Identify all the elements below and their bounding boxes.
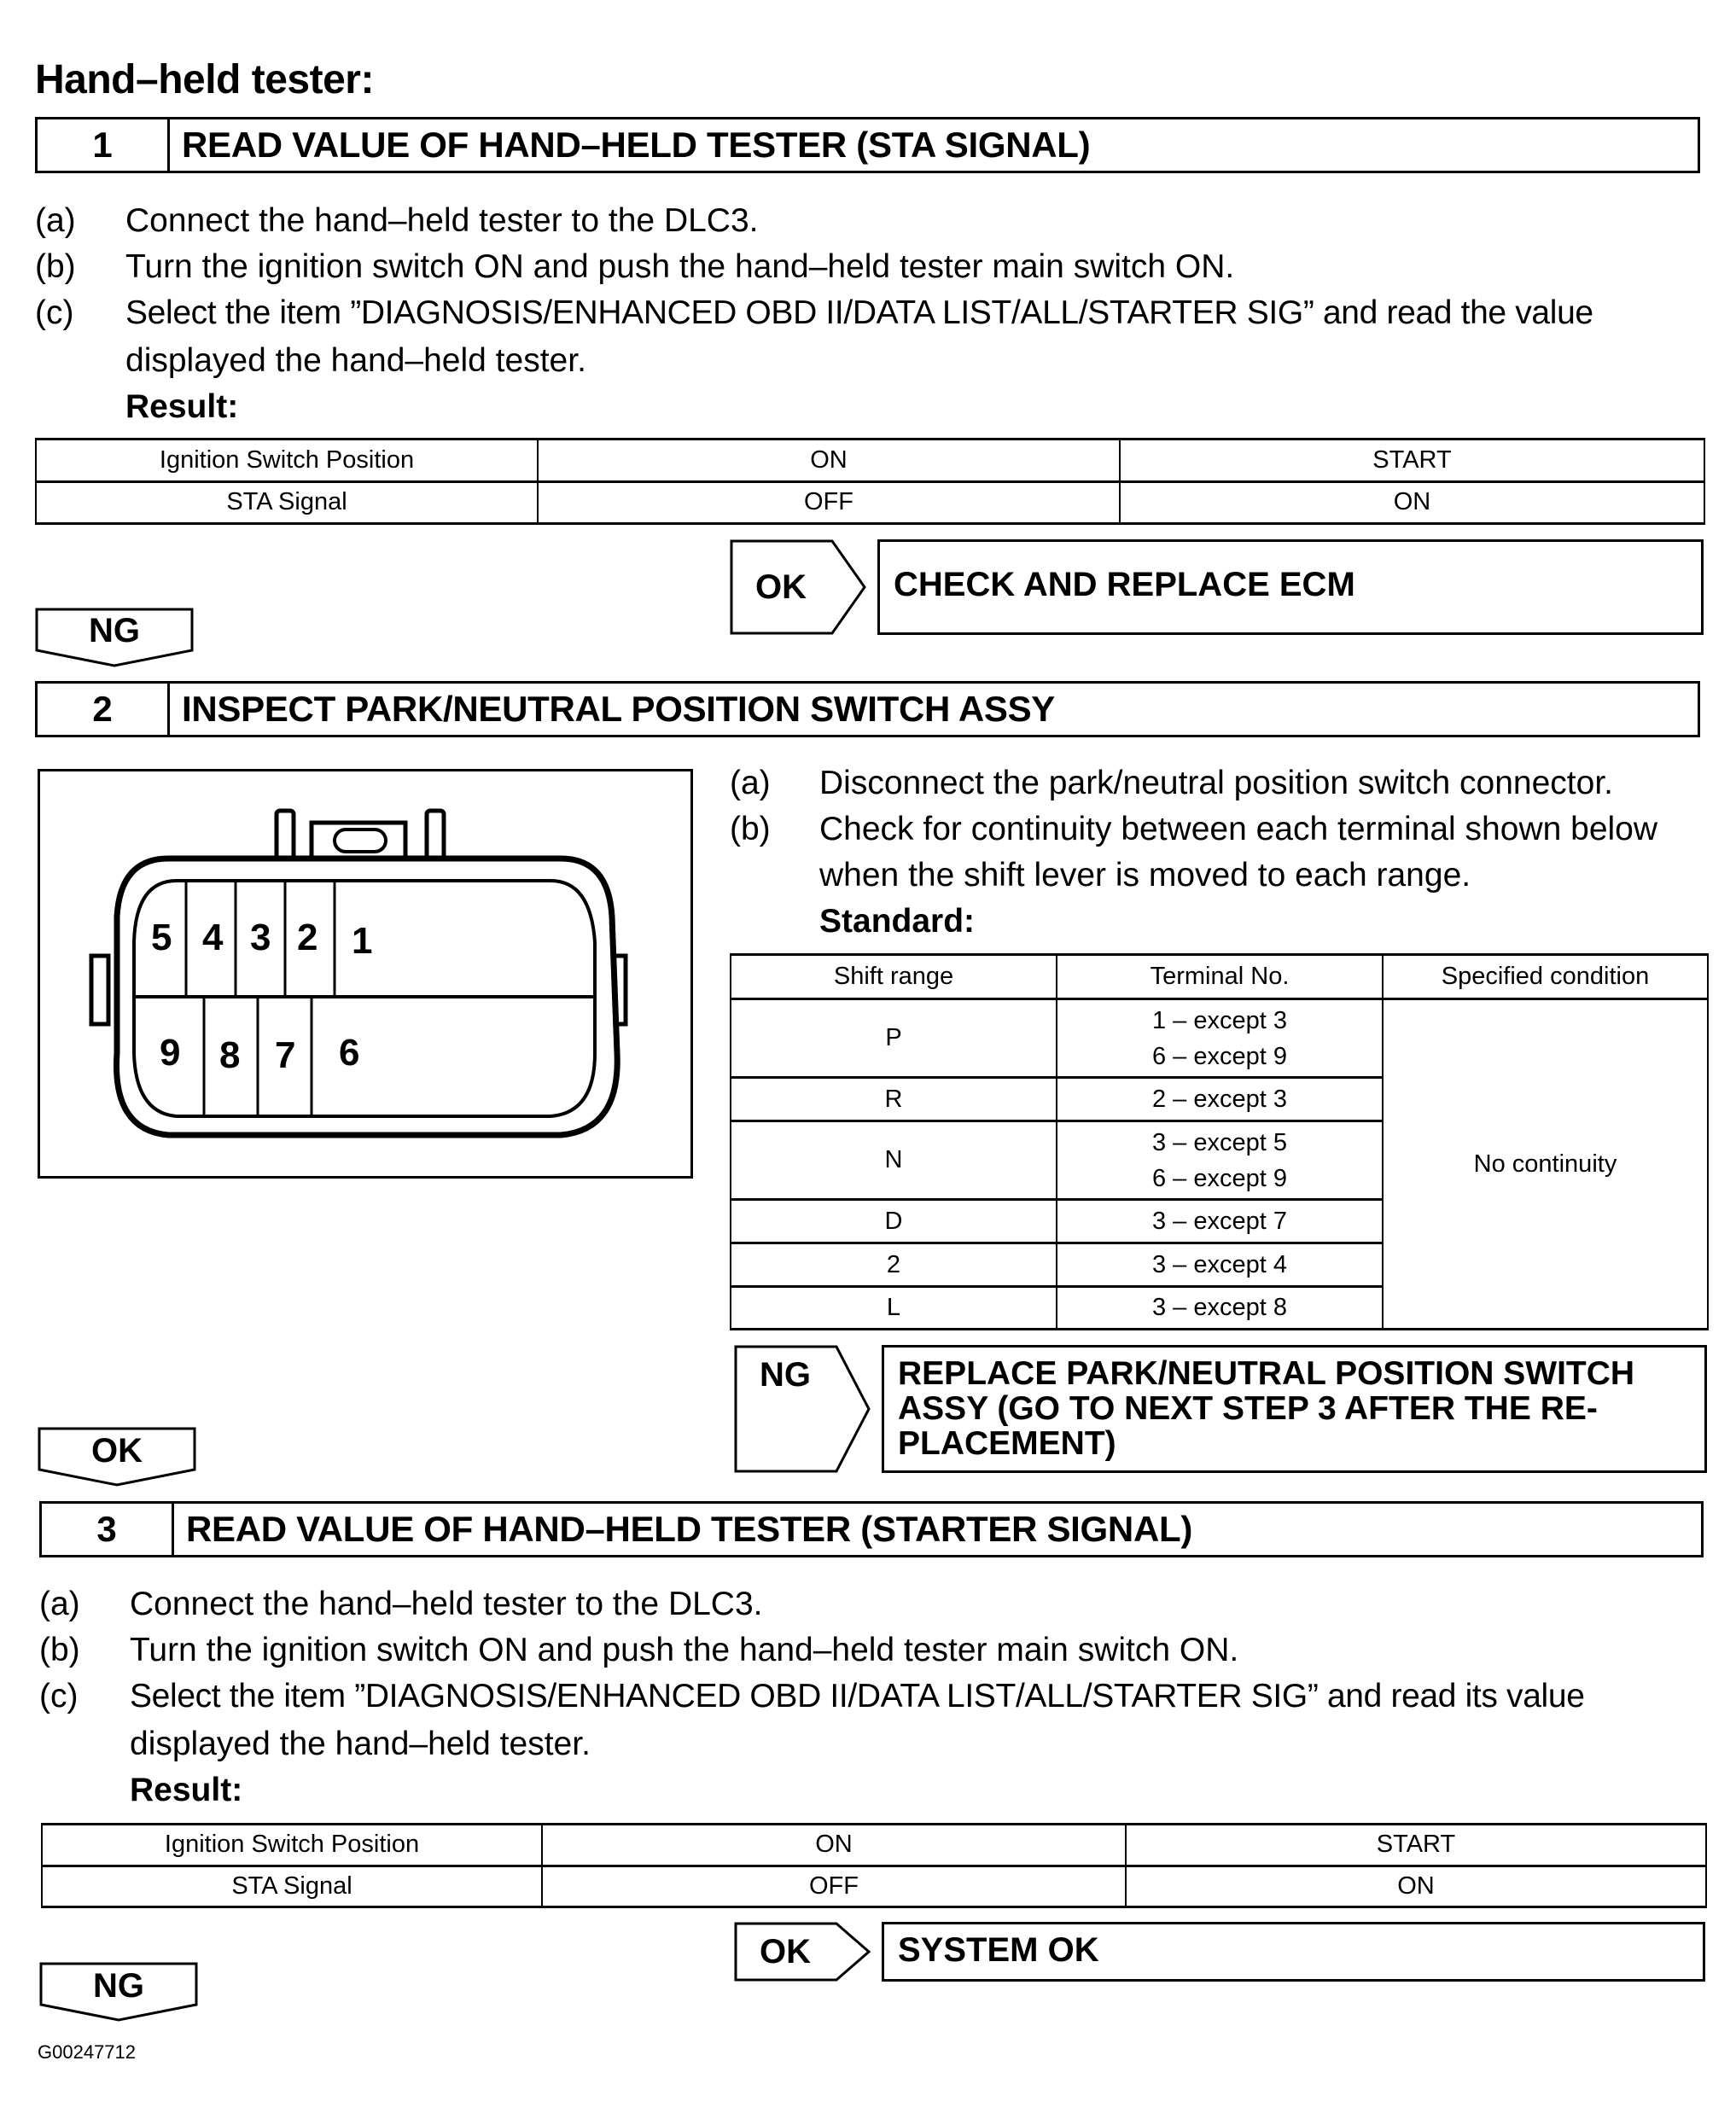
pin-label: 3 [250, 917, 271, 958]
table-row [42, 1866, 1706, 1907]
instruction-b [39, 1627, 1712, 1674]
ng-arrow-down [39, 1962, 198, 2022]
terminal-pair: 3 – except 5 [1152, 1128, 1287, 1156]
shift-range: R [731, 1078, 1057, 1121]
table-cell: ON [1120, 481, 1704, 524]
terminal-no: 3 – except 8 [1057, 1287, 1383, 1330]
pin-label: 6 [339, 1032, 360, 1074]
ng-action-box [882, 1345, 1707, 1473]
terminal-no: 2 – except 3 [1057, 1078, 1383, 1121]
instruction-a [39, 1581, 1712, 1627]
table-header: Specified condition [1383, 955, 1708, 999]
instruction-b-continuation: when the shift lever is moved to each range. [819, 857, 1471, 894]
table-cell: Ignition Switch Position [36, 440, 538, 482]
ok-arrow-down [38, 1427, 196, 1487]
pin-label: 5 [151, 917, 172, 958]
ng-action-line: ASSY (GO TO NEXT STEP 3 AFTER THE RE- [898, 1390, 1598, 1427]
step-number: 2 [38, 684, 170, 735]
step-title: INSPECT PARK/NEUTRAL POSITION SWITCH ASSY [182, 689, 1055, 729]
step-number: 3 [42, 1504, 174, 1555]
shift-range: N [731, 1121, 1057, 1200]
table-cell: START [1126, 1825, 1706, 1866]
instruction-label: (a) [730, 765, 771, 801]
shift-range: D [731, 1200, 1057, 1243]
terminal-pair: 1 – except 3 [1152, 1006, 1287, 1034]
connector-diagram [38, 769, 693, 1179]
instruction-c-continuation: displayed the hand–held tester. [130, 1726, 591, 1762]
table-cell: ON [542, 1825, 1126, 1866]
instruction-label: (a) [35, 202, 76, 239]
step-title: READ VALUE OF HAND–HELD TESTER (STA SIGNAL) [182, 125, 1091, 165]
ng-arrow-down [35, 608, 194, 667]
ok-label: OK [91, 1431, 143, 1470]
instruction-label: (b) [35, 248, 76, 285]
specified-condition: No continuity [1383, 999, 1708, 1330]
instruction-c [39, 1674, 1712, 1720]
instruction-text: Connect the hand–held tester to the DLC3. [125, 202, 759, 239]
instruction-c [35, 290, 1708, 336]
ng-action-line: PLACEMENT) [898, 1425, 1116, 1462]
step-title: READ VALUE OF HAND–HELD TESTER (STARTER SIGNAL) [186, 1509, 1193, 1549]
step-2-header [35, 681, 1700, 737]
result-table-3 [41, 1823, 1707, 1908]
table-cell: OFF [542, 1866, 1126, 1907]
pin-label: 9 [160, 1032, 181, 1074]
pin-label: 1 [352, 920, 373, 962]
page-title: Hand–held tester: [35, 57, 374, 102]
shift-range: 2 [731, 1243, 1057, 1287]
ng-label: NG [760, 1355, 811, 1394]
table-cell: Ignition Switch Position [42, 1825, 542, 1866]
standard-table [730, 953, 1709, 1330]
ok-label: OK [760, 1932, 811, 1971]
ok-arrow-right [734, 1922, 872, 1982]
instruction-label: (b) [730, 811, 771, 847]
instruction-text: Connect the hand–held tester to the DLC3. [130, 1586, 763, 1622]
step-number: 1 [38, 119, 170, 171]
shift-range: L [731, 1287, 1057, 1330]
table-header: Shift range [731, 955, 1057, 999]
ng-arrow-right [734, 1345, 872, 1473]
table-cell: ON [538, 440, 1120, 482]
pin-label: 7 [275, 1034, 296, 1076]
result-label: Result: [130, 1772, 243, 1808]
shift-range: P [731, 999, 1057, 1078]
instruction-label: (c) [35, 294, 74, 331]
instruction-text: Turn the ignition switch ON and push the hand–held tester main switch ON. [130, 1632, 1239, 1668]
instruction-text: Turn the ignition switch ON and push the hand–held tester main switch ON. [125, 248, 1235, 285]
ng-action-line: REPLACE PARK/NEUTRAL POSITION SWITCH [898, 1355, 1635, 1392]
ok-action-box: CHECK AND REPLACE ECM [877, 539, 1704, 635]
table-cell: OFF [538, 481, 1120, 524]
ok-label: OK [755, 568, 807, 606]
terminal-pair: 6 – except 9 [1152, 1164, 1287, 1192]
instruction-label: (b) [39, 1632, 80, 1668]
instruction-b [35, 244, 1708, 290]
table-cell: STA Signal [42, 1866, 542, 1907]
terminal-no [1057, 1121, 1383, 1200]
ng-label: NG [89, 611, 140, 649]
connector-pin-labels [40, 771, 690, 1176]
result-label: Result: [125, 388, 239, 425]
instruction-a [730, 760, 1720, 806]
pin-label: 4 [202, 917, 224, 958]
ok-arrow-right [730, 539, 868, 635]
instruction-label: (a) [39, 1586, 80, 1622]
step-1-header [35, 117, 1700, 173]
table-cell: STA Signal [36, 481, 538, 524]
instruction-text: Select the item ”DIAGNOSIS/ENHANCED OBD II/DATA LIST/ALL/STARTER SIG” and read its value [130, 1678, 1585, 1714]
table-header-row [731, 955, 1708, 999]
terminal-pair: 6 – except 9 [1152, 1042, 1287, 1070]
instruction-b [730, 806, 1720, 853]
terminal-no [1057, 999, 1383, 1078]
table-row [42, 1825, 1706, 1866]
table-row [36, 481, 1704, 524]
table-row [731, 999, 1708, 1078]
instruction-label: (c) [39, 1678, 79, 1714]
instruction-text: Disconnect the park/neutral position switch connector. [819, 765, 1614, 801]
standard-label: Standard: [819, 903, 976, 940]
table-cell: START [1120, 440, 1704, 482]
instruction-text: Check for continuity between each terminal shown below [819, 811, 1658, 847]
instruction-a [35, 198, 1708, 244]
table-row [36, 440, 1704, 482]
result-table-1 [35, 438, 1705, 525]
terminal-no: 3 – except 7 [1057, 1200, 1383, 1243]
ng-label: NG [93, 1966, 144, 2005]
figure-code: G00247712 [38, 2041, 136, 2063]
table-header: Terminal No. [1057, 955, 1383, 999]
pin-label: 8 [219, 1034, 241, 1076]
instruction-text: Select the item ”DIAGNOSIS/ENHANCED OBD II/DATA LIST/ALL/STARTER SIG” and read the value [125, 294, 1593, 331]
step-3-header [39, 1501, 1704, 1557]
pin-label: 2 [297, 917, 318, 958]
table-cell: ON [1126, 1866, 1706, 1907]
ok-action-box: SYSTEM OK [882, 1922, 1705, 1982]
terminal-no: 3 – except 4 [1057, 1243, 1383, 1287]
instruction-c-continuation: displayed the hand–held tester. [125, 342, 586, 379]
